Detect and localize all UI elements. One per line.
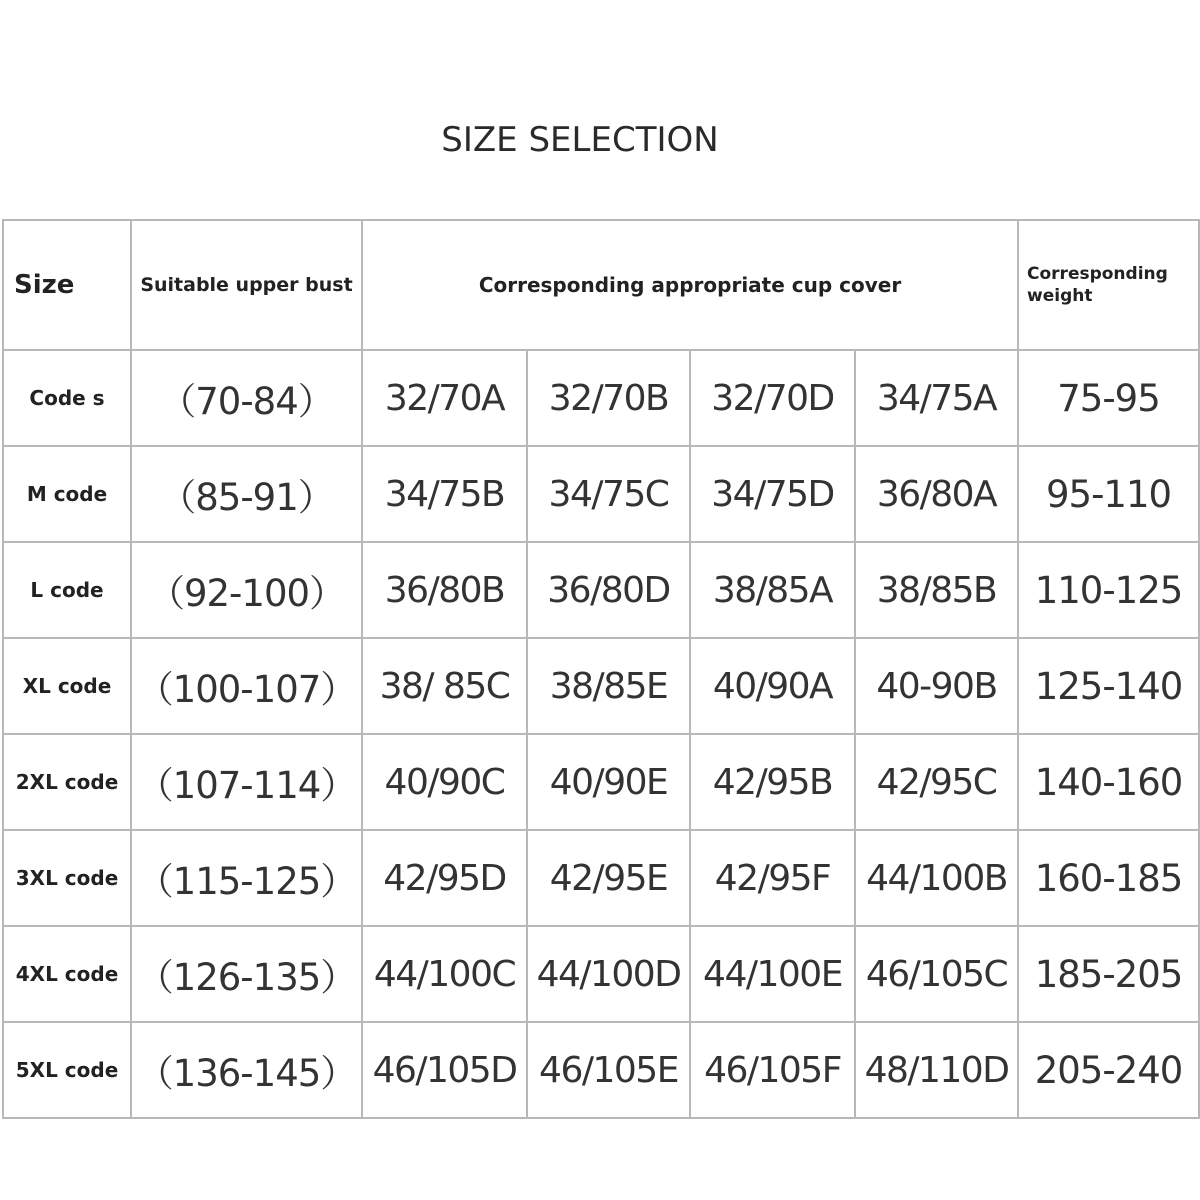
table-row [3,542,1199,638]
cup-size-cell: 40/90A [690,638,855,734]
cup-size-cell: 38/85A [690,542,855,638]
header-upper-bust: Suitable upper bust [131,220,362,350]
table-row [3,350,1199,446]
cup-size-cell: 46/105C [855,926,1018,1022]
header-row [3,220,1199,350]
size-label-cell: XL code [3,638,131,734]
cup-size-cell: 34/75A [855,350,1018,446]
weight-cell: 205-240 [1018,1022,1199,1118]
cup-size-cell: 34/75B [362,446,527,542]
cup-size-cell: 38/85B [855,542,1018,638]
cup-size-cell: 32/70A [362,350,527,446]
header-size: Size [3,220,131,350]
cup-size-cell: 42/95D [362,830,527,926]
size-label-cell: 2XL code [3,734,131,830]
cup-size-cell: 36/80D [527,542,690,638]
upper-bust-cell: （92-100） [131,542,362,638]
table-row [3,1022,1199,1118]
table-row [3,830,1199,926]
table-row [3,446,1199,542]
cup-size-cell: 36/80B [362,542,527,638]
cup-size-cell: 38/85E [527,638,690,734]
cup-size-cell: 40/90C [362,734,527,830]
table-row [3,926,1199,1022]
size-chart-table [2,219,1200,1119]
cup-size-cell: 44/100C [362,926,527,1022]
size-label-cell: Code s [3,350,131,446]
size-label-cell: 3XL code [3,830,131,926]
weight-cell: 75-95 [1018,350,1199,446]
upper-bust-cell: （70-84） [131,350,362,446]
weight-cell: 110-125 [1018,542,1199,638]
weight-cell: 95-110 [1018,446,1199,542]
cup-size-cell: 42/95E [527,830,690,926]
upper-bust-cell: （126-135） [131,926,362,1022]
cup-size-cell: 46/105E [527,1022,690,1118]
header-cup-cover: Corresponding appropriate cup cover [362,220,1018,350]
size-label-cell: 5XL code [3,1022,131,1118]
upper-bust-cell: （136-145） [131,1022,362,1118]
header-weight: Corresponding weight [1018,220,1199,350]
cup-size-cell: 46/105D [362,1022,527,1118]
cup-size-cell: 34/75D [690,446,855,542]
size-label-cell: M code [3,446,131,542]
upper-bust-cell: （107-114） [131,734,362,830]
cup-size-cell: 48/110D [855,1022,1018,1118]
table-row [3,734,1199,830]
cup-size-cell: 42/95B [690,734,855,830]
cup-size-cell: 34/75C [527,446,690,542]
cup-size-cell: 46/105F [690,1022,855,1118]
cup-size-cell: 44/100E [690,926,855,1022]
cup-size-cell: 42/95C [855,734,1018,830]
upper-bust-cell: （100-107） [131,638,362,734]
weight-cell: 140-160 [1018,734,1199,830]
weight-cell: 185-205 [1018,926,1199,1022]
cup-size-cell: 32/70D [690,350,855,446]
cup-size-cell: 40/90E [527,734,690,830]
table-row [3,638,1199,734]
size-label-cell: L code [3,542,131,638]
cup-size-cell: 44/100B [855,830,1018,926]
weight-cell: 125-140 [1018,638,1199,734]
upper-bust-cell: （85-91） [131,446,362,542]
upper-bust-cell: （115-125） [131,830,362,926]
cup-size-cell: 32/70B [527,350,690,446]
cup-size-cell: 42/95F [690,830,855,926]
weight-cell: 160-185 [1018,830,1199,926]
cup-size-cell: 36/80A [855,446,1018,542]
cup-size-cell: 40-90B [855,638,1018,734]
size-label-cell: 4XL code [3,926,131,1022]
cup-size-cell: 44/100D [527,926,690,1022]
page-title: SIZE SELECTION [441,120,719,160]
cup-size-cell: 38/ 85C [362,638,527,734]
